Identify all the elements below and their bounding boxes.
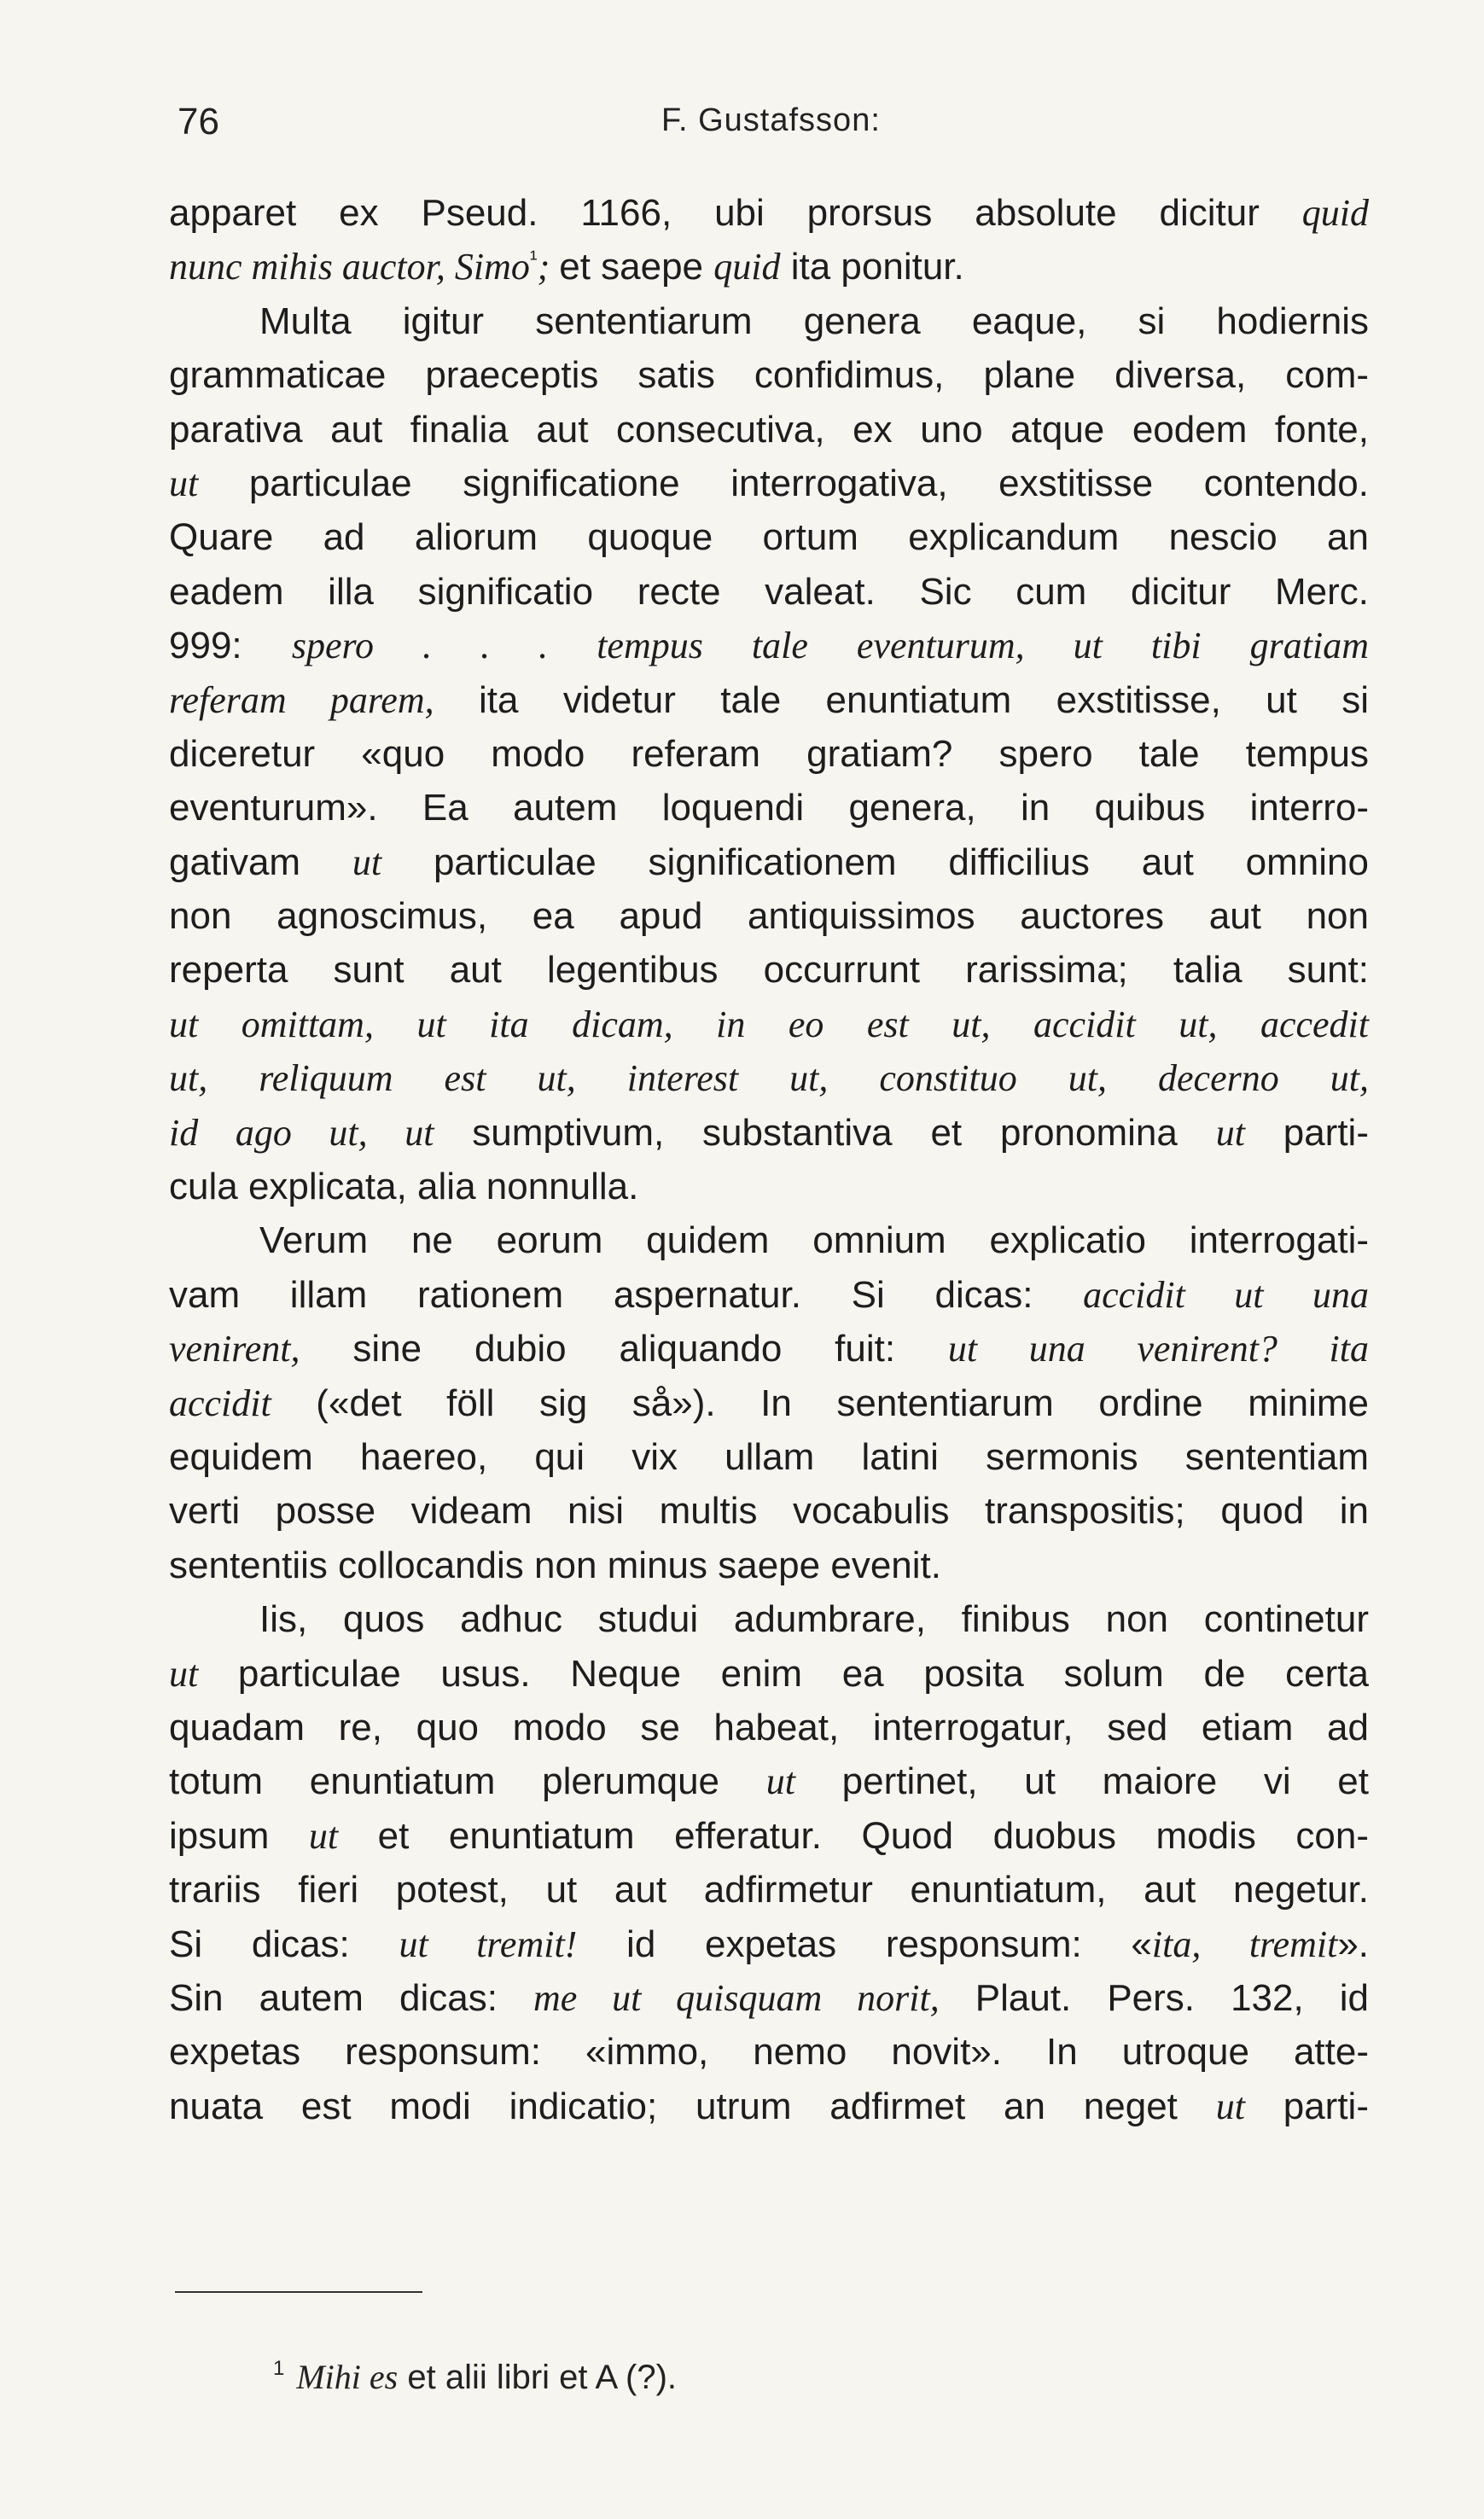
text-line [169, 1322, 1369, 1376]
text-line [169, 835, 1369, 889]
italic-span: quid [713, 246, 781, 288]
text-line [169, 1809, 1369, 1863]
text-line [169, 1971, 1369, 2025]
text-span: et saepe [559, 246, 714, 288]
text-line [169, 1701, 1369, 1754]
text-span: particulae usus. Neque enim ea posita solum de certa [198, 1652, 1369, 1695]
text-span: sumptivum, substantiva et pronomina [434, 1111, 1216, 1154]
text-line [169, 1754, 1369, 1808]
text-line [169, 294, 1369, 348]
text-span: Iis, quos adhuc studui adumbrare, finibus non continetur [259, 1598, 1369, 1641]
text-span: apparet ex Pseud. 1166, ubi prorsus absolute dicitur [169, 192, 1302, 234]
italic-span: accidit ut una [1083, 1273, 1369, 1316]
text-line [169, 943, 1369, 997]
text-span: Plaut. Pers. 132, id [939, 1976, 1369, 2019]
italic-span: ut tremit! [399, 1923, 578, 1965]
italic-span: spero . . . tempus tale eventurum, ut tibi gratiam [291, 625, 1369, 667]
text-line [169, 1106, 1369, 1160]
text-span: ». [1337, 1923, 1370, 1965]
text-line [169, 1268, 1369, 1322]
italic-span: ut [765, 1760, 795, 1803]
text-span: verti posse videam nisi multis vocabulis transpositis; quod in [169, 1490, 1369, 1533]
italic-span: ut [169, 462, 199, 504]
text-span: cula explicata, alia nonnulla. [169, 1166, 639, 1208]
italic-span: venirent, [169, 1328, 300, 1370]
text-span: gativam [169, 841, 352, 883]
text-span: Multa igitur sententiarum genera eaque, si hodiernis [259, 300, 1369, 342]
text-span: particulae significatione interrogativa, exstitisse contendo. [198, 462, 1369, 504]
text-span: eadem illa significatio recte valeat. Sic cum dicitur Merc. [169, 570, 1369, 613]
text-line [169, 1863, 1369, 1917]
italic-span: referam parem, [169, 678, 434, 721]
text-line [169, 1213, 1369, 1267]
footnote-text: et alii libri et A (?). [398, 2359, 678, 2396]
text-span: nuata est modi indicatio; utrum adfirmet an neget [169, 2085, 1216, 2127]
text-line [169, 2025, 1369, 2079]
italic-span: ut, reliquum est ut, interest ut, constituo ut, decerno ut, [169, 1057, 1369, 1100]
footnote-divider [175, 2291, 422, 2293]
text-span: quadam re, quo modo se habeat, interrogatur, sed etiam ad [169, 1706, 1369, 1748]
text-line [169, 1484, 1369, 1538]
text-span: («det föll sig så»). In sententiarum ordine minime [271, 1382, 1369, 1424]
page-number: 76 [177, 101, 219, 143]
italic-span: ut [1215, 2085, 1245, 2127]
text-span: vam illam rationem aspernatur. Si dicas: [169, 1273, 1084, 1316]
text-span: Quare ad aliorum quoque ortum explicandum nescio an [169, 516, 1369, 559]
text-line [169, 781, 1369, 835]
text-line [169, 1647, 1369, 1701]
text-span: parti- [1244, 1111, 1369, 1154]
text-span: totum enuntiatum plerumque [169, 1760, 766, 1803]
italic-span: me ut quisquam norit, [532, 1976, 940, 2019]
text-span: non agnoscimus, ea apud antiquissimos auctores aut non [169, 895, 1369, 938]
italic-span: ut omittam, ut ita dicam, in eo est ut, accidit ut, accedit [169, 1003, 1369, 1045]
text-line [169, 240, 1369, 294]
text-span: diceretur «quo modo referam gratiam? spero tale tempus [169, 732, 1369, 775]
body-text [169, 186, 1369, 2133]
italic-span: quid [1301, 192, 1369, 234]
text-line [169, 565, 1369, 619]
text-span: Verum ne eorum quidem omnium explicatio interrogati- [259, 1219, 1369, 1262]
text-line [169, 1917, 1369, 1971]
italic-span: ita, tremit [1151, 1923, 1338, 1965]
text-line [169, 1051, 1369, 1105]
text-span: expetas responsum: «immo, nemo novit». In utroque atte- [169, 2031, 1369, 2074]
italic-span: ut [352, 841, 382, 883]
footnote-italic: Mihi es [296, 2358, 399, 2396]
italic-span: ut [1215, 1111, 1245, 1154]
italic-span: ut [308, 1814, 339, 1857]
text-span: Sin autem dicas: [169, 1976, 533, 2019]
text-line [169, 2080, 1369, 2133]
text-line [169, 619, 1369, 672]
text-span: sententiis collocandis non minus saepe evenit. [169, 1544, 941, 1586]
footnote [273, 2357, 677, 2397]
text-span: grammaticae praeceptis satis confidimus, plane diversa, com- [169, 354, 1369, 397]
text-span: equidem haereo, qui vix ullam latini sermonis sententiam [169, 1435, 1369, 1478]
text-span: eventurum». Ea autem loquendi genera, in quibus interro- [169, 787, 1369, 829]
running-head: F. Gustafsson: [661, 102, 881, 138]
italic-span: ut una venirent? ita [947, 1328, 1369, 1370]
text-span: pertinet, ut maiore vi et [794, 1760, 1369, 1803]
italic-span: nunc mihis auctor, Simo [169, 246, 530, 288]
text-line [169, 348, 1369, 402]
text-span: et enuntiatum efferatur. Quod duobus modis con- [338, 1814, 1369, 1857]
text-line [169, 1539, 1369, 1592]
italic-span: ut [169, 1652, 199, 1695]
text-span: sine dubio aliquando fuit: [300, 1328, 948, 1370]
text-line [169, 1592, 1369, 1646]
text-line [169, 889, 1369, 943]
text-span: parti- [1244, 2085, 1369, 2127]
text-span: particulae significationem difficilius aut omnino [381, 841, 1369, 883]
text-line [169, 998, 1369, 1051]
text-span: ipsum [169, 1814, 309, 1857]
footnote-marker: 1 [273, 2356, 285, 2380]
text-line [169, 1376, 1369, 1430]
text-span: parativa aut finalia aut consecutiva, ex uno atque eodem fonte, [169, 408, 1369, 451]
text-line [169, 510, 1369, 564]
text-span: Si dicas: [169, 1923, 399, 1965]
text-line [169, 727, 1369, 781]
text-line [169, 1430, 1369, 1484]
text-span: trariis fieri potest, ut aut adfirmetur enuntiatum, aut negetur. [169, 1869, 1369, 1911]
text-line [169, 403, 1369, 457]
text-span: ita ponitur. [780, 246, 964, 288]
footnote-reference: ¹ [529, 245, 538, 271]
text-line [169, 1160, 1369, 1213]
text-line [169, 673, 1369, 727]
text-line [169, 457, 1369, 510]
italic-span: accidit [169, 1382, 271, 1424]
text-line [169, 186, 1369, 240]
text-span: 999: [169, 625, 292, 667]
italic-span: id ago ut, ut [169, 1111, 434, 1154]
text-span: ita videtur tale enuntiatum exstitisse, ut si [434, 678, 1369, 721]
text-span: reperta sunt aut legentibus occurrunt rarissima; talia sunt: [169, 949, 1369, 992]
text-span: id expetas responsum: « [577, 1923, 1152, 1965]
italic-span: ; [537, 246, 560, 288]
